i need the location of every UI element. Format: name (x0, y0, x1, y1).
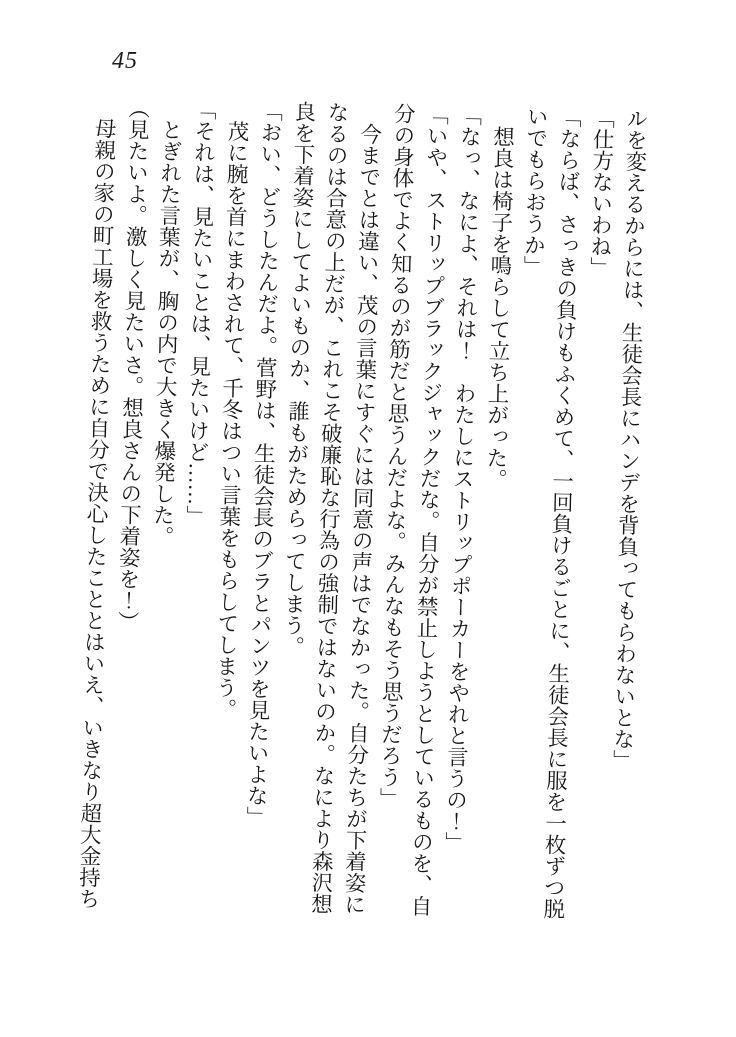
page-number: 45 (112, 48, 138, 74)
paragraph: 茂に腕を首にまわされて、千冬はつい言葉をもらしてしまう。 (212, 120, 250, 721)
paragraph: 「なっ、なによ、それは！ わたしにストリップポーカーをやれと言うの！」 (442, 103, 483, 854)
vertical-text-block (67, 96, 652, 926)
paragraph: 「おい、どうしたんだよ。菅野は、生徒会長のブラとパンツを見たいよな」 (243, 99, 283, 828)
paragraph: 想良は椅子を鳴らして立ち上がった。 (483, 126, 515, 491)
paragraph: 「それは、見たいことは、見たいけど……」 (183, 98, 217, 527)
paragraph: 「いや、ストリップブラックジャックだな。自分が禁止しようとしているものを、自分の身体でよく知るのが筋だと思うんだよな。みんなもそう思うだろう」 (376, 102, 449, 917)
paragraph: 今までとは違い、茂の言葉にすぐには同意の声はでなかった。自分たちが下着姿になるのは合意の上だが、これこそ破廉恥な行為の強制ではないのか。なにより森沢想良を下着姿にしてよいものか、誰もがためらってしまう。 (280, 100, 382, 916)
paragraph: ルを変えるからには、生徒会長にハンデを背負ってもらわないとな」 (610, 107, 649, 772)
paragraph: 「ならば、さっきの負けもふくめて、一回負けるごとに、生徒会長に服を一枚ずつ脱いでもらおうか」 (520, 105, 582, 920)
paragraph: 母親の家の町工場を救うために自分で決心したこととはいえ、いきなり超大金持ち (75, 117, 117, 910)
paragraph: とぎれた言葉が、胸の内で大きく爆発した。 (149, 119, 183, 548)
paragraph: 「仕方ないわね」 (587, 106, 615, 279)
paragraph: （見たいよ。激しく見たいさ。想良さんの下着姿を！） (114, 96, 151, 633)
